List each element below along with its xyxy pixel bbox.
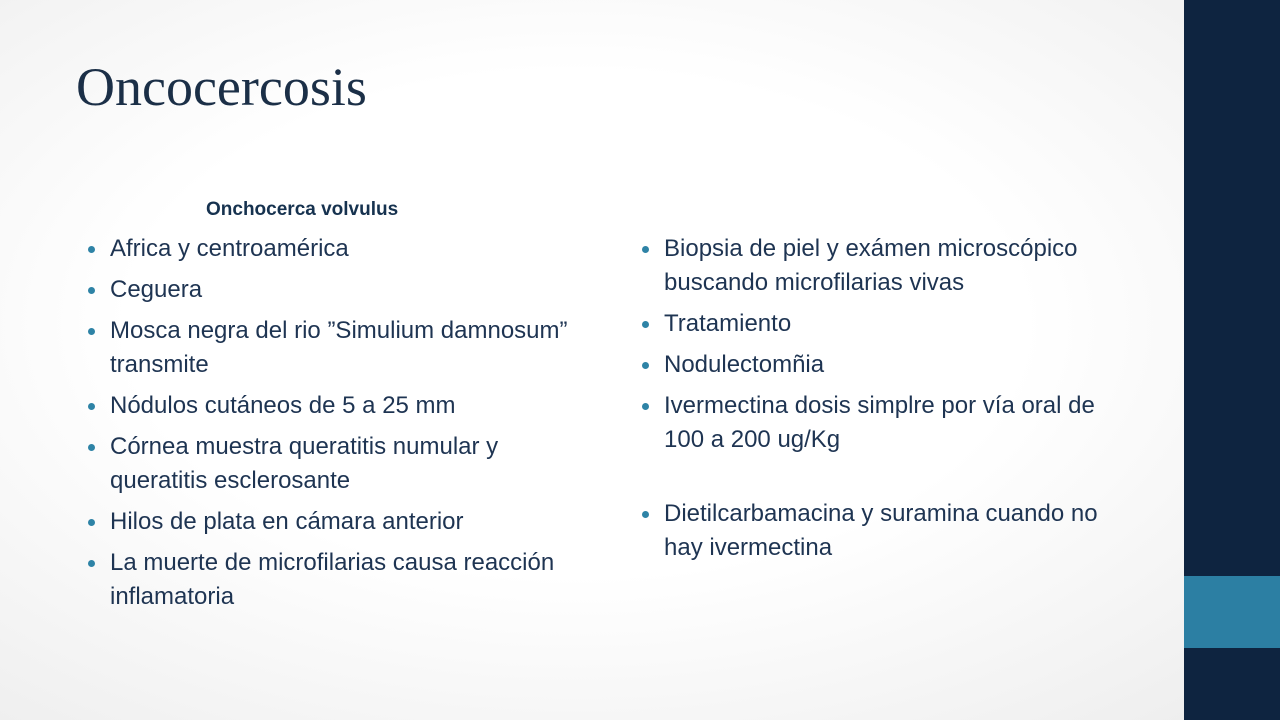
bullet-text: Córnea muestra queratitis numular y queratitis esclerosante: [110, 433, 499, 494]
list-item: [642, 389, 1102, 457]
list-item: [88, 546, 572, 614]
bullet-text: Ivermectina dosis simplre por vía oral de 100 a 200 ug/Kg: [664, 392, 1095, 453]
bullet-text: Nodulectomñia: [664, 351, 825, 378]
bullet-text: Biopsia de piel y exámen microscópico buscando microfilarias vivas: [664, 235, 1078, 296]
slide-title: Oncocercosis: [76, 57, 367, 117]
list-item: [642, 348, 1102, 382]
bullet-dot-icon: [88, 519, 95, 526]
sidebar-decoration-accent: [1184, 576, 1280, 648]
bullet-text: Mosca negra del rio ”Simulium damnosum” transmite: [110, 317, 568, 378]
list-item: [88, 314, 572, 382]
bullet-dot-icon: [88, 560, 95, 567]
right-bullet-list: [642, 232, 1102, 572]
bullet-dot-icon: [642, 246, 649, 253]
left-bullet-list: [88, 232, 572, 621]
bullet-text: Dietilcarbamacina y suramina cuando no hay ivermectina: [664, 500, 1098, 561]
list-item: [642, 307, 1102, 341]
list-item: [88, 389, 572, 423]
bullet-dot-icon: [88, 328, 95, 335]
slide-subtitle: Onchocerca volvulus: [206, 199, 399, 220]
bullet-dot-icon: [88, 246, 95, 253]
list-item: [642, 497, 1102, 565]
bullet-dot-icon: [88, 287, 95, 294]
bullet-dot-icon: [88, 444, 95, 451]
bullet-text: Nódulos cutáneos de 5 a 25 mm: [110, 392, 456, 419]
list-item: [642, 232, 1102, 300]
list-item: [88, 505, 572, 539]
list-item: [88, 430, 572, 498]
bullet-dot-icon: [642, 362, 649, 369]
bullet-dot-icon: [642, 511, 649, 518]
bullet-text: La muerte de microfilarias causa reacción inflamatoria: [110, 549, 555, 610]
bullet-text: Africa y centroamérica: [110, 235, 349, 262]
bullet-dot-icon: [642, 403, 649, 410]
bullet-text: Tratamiento: [664, 310, 792, 337]
list-item: [88, 232, 572, 266]
bullet-text: Ceguera: [110, 276, 203, 303]
bullet-dot-icon: [642, 321, 649, 328]
bullet-text: Hilos de plata en cámara anterior: [110, 508, 464, 535]
bullet-dot-icon: [88, 403, 95, 410]
list-item: [88, 273, 572, 307]
